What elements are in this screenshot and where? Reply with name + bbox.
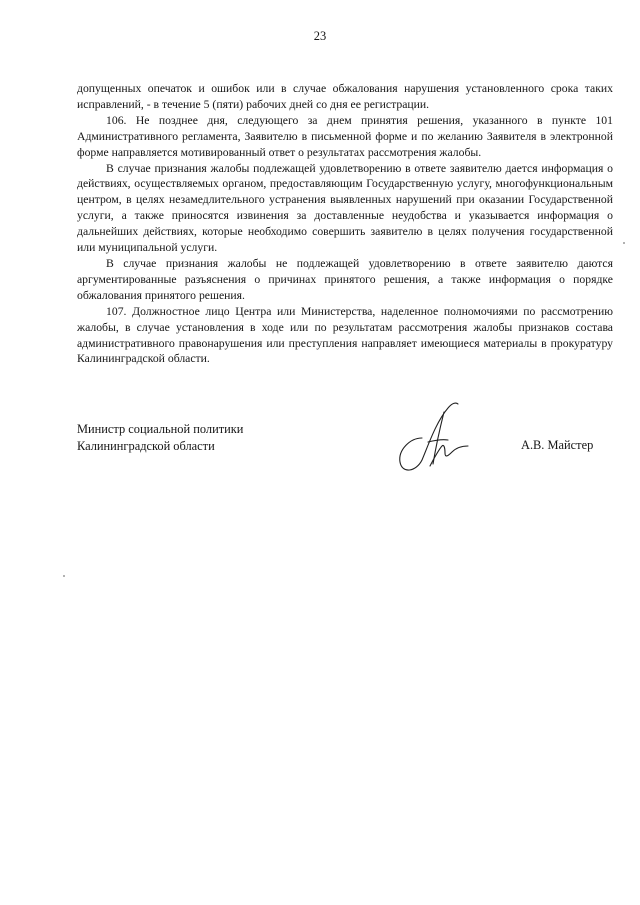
- signatory-region: Калининградской области: [77, 438, 215, 453]
- scan-speck: [63, 575, 65, 577]
- paragraph-continuation: допущенных опечаток и ошибок или в случае обжалования нарушения установленного срока таких исправлений, - в течение 5 (пяти) рабочих дней со дня ее регистрации.: [77, 82, 613, 111]
- signatory-title: [77, 421, 243, 454]
- signatory-name: А.В. Майстер: [521, 438, 594, 452]
- document-body: [77, 81, 613, 367]
- scan-speck: [623, 242, 625, 244]
- handwritten-signature-icon: [392, 398, 472, 478]
- page-number: 23: [313, 29, 327, 43]
- signatory-position: Министр социальной политики: [77, 422, 244, 436]
- paragraph-107: 107. Должностное лицо Центра или Министерства, наделенное полномочиями по рассмотрению жалобы, в случае установления в ходе или по результатам рассмотрения жалобы признаков состава административного правонарушения или преступления направляет имеющиеся материалы в прокуратуру Калининградской области.: [77, 304, 613, 366]
- paragraph-complaint-not-satisfied: В случае признания жалобы не подлежащей удовлетворению в ответе заявителю даются аргументированные разъяснения о причинах принятого решения, а также информация о порядке обжалования принятого решения.: [77, 256, 613, 302]
- paragraph-complaint-satisfied: В случае признания жалобы подлежащей удовлетворению в ответе заявителю дается информация о действиях, осуществляемых органом, предоставляющим Государственную услугу, многофункциональным центром, в целях незамедлительного устранения выявленных нарушений при оказании Государственной услуги, а также приносятся извинения за доставленные неудобства и указывается информация о дальнейших действиях, которые необходимо совершить заявителю в целях получения государственной или муниципальной услуги.: [77, 161, 613, 255]
- paragraph-106: 106. Не позднее дня, следующего за днем принятия решения, указанного в пункте 101 Административного регламента, Заявителю в письменной форме и по желанию Заявителя в электронной форме направляется мотивированный ответ о результатах рассмотрения жалобы.: [77, 113, 613, 159]
